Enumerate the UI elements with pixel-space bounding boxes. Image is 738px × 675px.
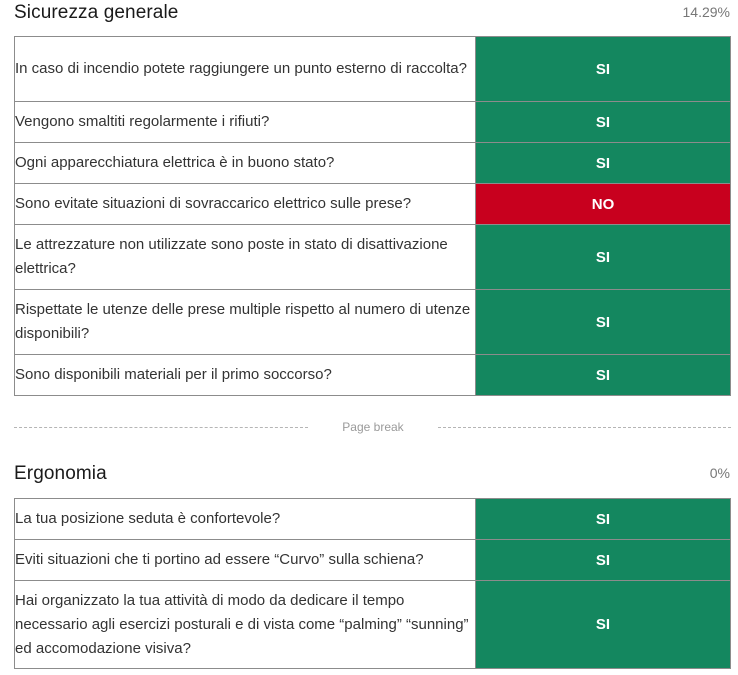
section-title: Ergonomia [14, 463, 107, 484]
answer-cell[interactable]: SI [476, 143, 731, 184]
question-text: La tua posizione seduta è confortevole? [15, 499, 476, 540]
answer-cell[interactable]: SI [476, 290, 731, 355]
answer-cell[interactable]: SI [476, 37, 731, 102]
table-row [15, 37, 731, 102]
section-ergonomia [0, 461, 738, 657]
page-break-label: Page break [342, 420, 404, 434]
answer-cell[interactable]: SI [476, 540, 731, 581]
table-row [15, 581, 731, 669]
question-text: Ogni apparecchiatura elettrica è in buono stato? [15, 143, 476, 184]
answer-cell[interactable]: NO [476, 184, 731, 225]
page-break-line [438, 427, 731, 428]
section-score: 0% [709, 465, 730, 481]
question-table [14, 36, 731, 396]
section-header [0, 0, 738, 30]
question-text: Sono evitate situazioni di sovraccarico elettrico sulle prese? [15, 184, 476, 225]
section-score: 14.29% [682, 4, 730, 20]
question-text: Eviti situazioni che ti portino ad essere “Curvo” sulla schiena? [15, 540, 476, 581]
table-row [15, 499, 731, 540]
table-row [15, 143, 731, 184]
table-row [15, 184, 731, 225]
table-row [15, 355, 731, 396]
question-text: In caso di incendio potete raggiungere un punto esterno di raccolta? [15, 37, 476, 102]
table-row [15, 225, 731, 290]
answer-cell[interactable]: SI [476, 581, 731, 669]
table-row [15, 540, 731, 581]
answer-cell[interactable]: SI [476, 499, 731, 540]
page-break [14, 418, 731, 438]
page-break-line [14, 427, 308, 428]
table-row [15, 102, 731, 143]
answer-cell[interactable]: SI [476, 102, 731, 143]
question-table [14, 498, 731, 669]
question-text: Hai organizzato la tua attività di modo da dedicare il tempo necessario agli esercizi posturali e di vista come “palming” “sunning” ed accomodazione visiva? [15, 581, 476, 669]
answer-cell[interactable]: SI [476, 355, 731, 396]
question-text: Rispettate le utenze delle prese multiple rispetto al numero di utenze disponibili? [15, 290, 476, 355]
table-row [15, 290, 731, 355]
question-text: Le attrezzature non utilizzate sono poste in stato di disattivazione elettrica? [15, 225, 476, 290]
answer-cell[interactable]: SI [476, 225, 731, 290]
question-text: Vengono smaltiti regolarmente i rifiuti? [15, 102, 476, 143]
section-title: Sicurezza generale [14, 2, 179, 23]
section-header [0, 461, 738, 491]
question-text: Sono disponibili materiali per il primo soccorso? [15, 355, 476, 396]
